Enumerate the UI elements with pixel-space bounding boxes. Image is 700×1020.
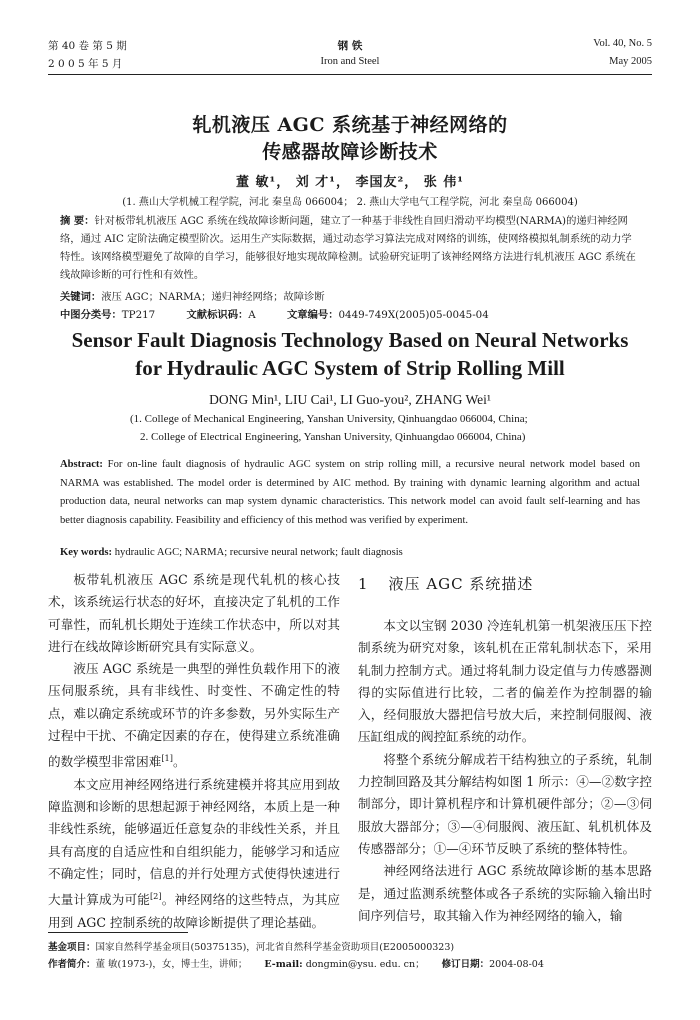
article-label: 文章编号： [287,309,339,321]
affiliation-en-1: (1. College of Mechanical Engineering, Yanshan University, Qinhuangdao 066004, China; [130,413,528,425]
article-value: 0449-749X(2005)05-0045-04 [338,309,489,321]
affiliation-en-2: 2. College of Electrical Engineering, Yanshan University, Qinhuangdao 066004, China) [140,431,526,443]
left-para-3 [48,774,340,934]
left-para-2-text: 液压 AGC 系统是一典型的弹性负载作用下的液压伺服系统，具有非线性、时变性、不确定性的特点，难以确定系统或环节的许多参数，另外实际生产过程中干扰、不确定因素的存在，使得建立系统准确的数学模型非常困难 [48,661,340,770]
keywords-en-text: hydraulic AGC; NARMA; recursive neural network; fault diagnosis [114,547,403,558]
title-cn-line1: 轧机液压 AGC 系统基于神经网络的 [192,114,508,136]
left-para-2-end: 。 [172,754,186,770]
body-right-column [358,569,652,927]
title-cn-line2: 传感器故障诊断技术 [262,141,438,163]
author-bio-label: 作者简介： [48,959,96,970]
left-para-3-end: 。神经网络的这些特点，为其应用到 AGC 控制系统的故障诊断提供了理论基础。 [48,892,341,930]
keywords-cn [60,288,640,303]
footnote-rule [48,932,188,933]
revised-date: 2004-08-04 [489,959,544,970]
section-1-title: 液压 AGC 系统描述 [388,575,534,593]
title-en-line2: for Hydraulic AGC System of Strip Rolling Mill [135,356,565,380]
journal-cn: 钢 铁 [337,40,363,52]
classification-line [60,306,640,321]
left-para-1: 板带轧机液压 AGC 系统是现代轧机的核心技术，该系统运行状态的好坏，直接决定了轧机的工作可靠性，而轧机长期处于连续工作状态中，所以对其进行在线故障诊断研究具有实际意义。 [48,572,340,654]
section-1-heading [358,573,652,595]
volume-cn: 第 40 卷 第 5 期 [48,40,127,52]
footnote-fund [48,939,454,953]
body-left-column [48,569,340,934]
section-1-number: 1 [358,575,369,593]
class-value: TP217 [121,309,156,321]
doccode-label: 文献标识码： [186,309,249,321]
abstract-cn-text: 针对板带轧机液压 AGC 系统在线故障诊断问题，建立了一种基于非线性自回归滑动平均模型(NARMA)的递归神经网络，通过 AIC 定阶法确定模型阶次。运用生产实际数据，通过动态学习算法完成对网络的训练，使网络模拟轧制系统的动力学特性。该网络模型避免了故障的自学习，能够很好地实现故障检测。试验研究证明了该神经网络方法进行轧机液压 AGC 系统在线故障诊断的可行性和有效性。 [60,215,636,281]
keywords-cn-label: 关键词： [60,291,102,303]
right-para-3: 神经网络法进行 AGC 系统故障诊断的基本思路是，通过监测系统整体或各子系统的实际输入输出时间序列信号，取其输入作为神经网络的输入，输 [358,863,652,923]
authors-cn: 董 敏¹， 刘 才¹， 李国友²， 张 伟¹ [236,175,464,190]
email-label: E-mail: [264,959,303,970]
keywords-en [60,544,640,563]
doccode-value: A [248,309,256,321]
class-label: 中图分类号： [60,309,122,321]
abstract-en-text: For on-line fault diagnosis of hydraulic AGC system on strip rolling mill, a recursive neural network model based on NARMA was established. The model order is determined by AIC method. By training with dynamic learning algorithm and actual production data, neural networks can map system dynamic characteristics. This network model can avoid fault self-learning and has better diagnosis capability. Feasibility and efficiency of this method was verified by experiment. [60,459,640,526]
citation-2: [2] [149,891,162,902]
fund-label: 基金项目： [48,942,96,953]
title-en-line1: Sensor Fault Diagnosis Technology Based on Neural Networks [71,328,629,352]
journal-en: Iron and Steel [320,56,380,67]
abstract-en [60,456,640,530]
date-en: May 2005 [609,56,652,67]
author-bio-text: 董 敏(1973-)，女，博士生，讲师； [95,959,248,970]
right-para-2: 将整个系统分解成若干结构独立的子系统，轧制力控制回路及其分解结构如图 1 所示：④—②数字控制部分，即计算机程序和计算机硬件部分；②—③伺服放大器部分；③—④伺服阀、液压缸、轧机机体及传感器部分；①—④环节反映了系统的整体特性。 [358,751,652,856]
fund-text: 国家自然科学基金项目(50375135)，河北省自然科学基金资助项目(E2005000323) [95,942,455,953]
volume-en: Vol. 40, No. 5 [593,38,652,49]
email-text: dongmin@ysu. edu. cn； [305,959,425,970]
right-para-1: 本文以宝钢 2030 冷连轧机第一机架液压压下控制系统为研究对象，该轧机在正常轧制状态下，采用轧制力控制方式。通过将轧制力设定值与力传感器测得的实际值进行比较，二者的偏差作为控制器的输入，经伺服放大器把信号放大后，来控制伺服阀、液压缸组成的阀控缸系统的动作。 [358,618,652,745]
keywords-cn-text: 液压 AGC；NARMA；递归神经网络；故障诊断 [101,291,325,303]
abstract-cn [60,212,640,284]
affiliation-cn: (1. 燕山大学机械工程学院，河北 秦皇岛 066004； 2. 燕山大学电气工程学院，河北 秦皇岛 066004) [122,197,578,208]
authors-en: DONG Min¹, LIU Cai¹, LI Guo-you², ZHANG Wei¹ [209,392,491,407]
left-para-3-text: 本文应用神经网络进行系统建模并将其应用到故障监测和诊断的思想起源于神经网络，本质上是一种非线性系统，能够逼近任意复杂的非线性关系，并且具有高度的自适应性和自组织能力，能够学习和适应不确定性；同时，信息的并行处理方式使得快速进行大量计算成为可能 [48,776,340,908]
citation-1: [1] [161,753,173,764]
footnote-author [48,956,544,970]
header-rule [48,74,652,75]
abstract-en-label: Abstract: [60,459,103,470]
left-para-2 [48,658,340,774]
abstract-cn-label: 摘 要： [60,215,95,227]
revised-label: 修订日期： [441,959,490,970]
keywords-en-label: Key words: [60,547,113,558]
date-cn: 2 0 0 5 年 5 月 [48,58,123,70]
